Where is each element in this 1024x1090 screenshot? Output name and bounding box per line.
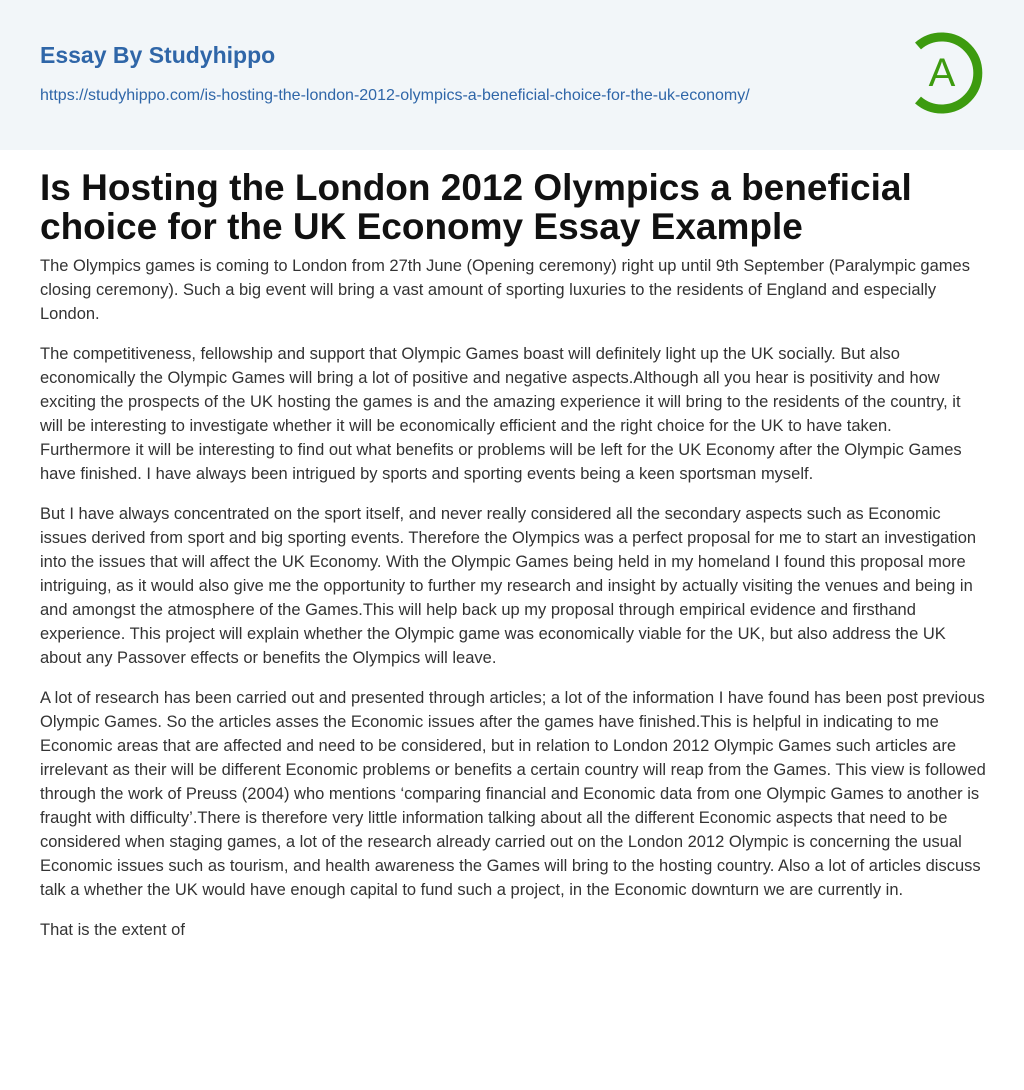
paragraph: That is the extent of (40, 921, 185, 939)
paragraph: The Olympics games is coming to London from 27th June (Opening ceremony) right up until 9th September (Paralympic games closing ceremony). Such a big event will bring a vast amount of sporting luxuries to the residents of England and especially London. (40, 257, 970, 323)
essay-body (40, 254, 986, 978)
paragraph: The competitiveness, fellowship and support that Olympic Games boast will definitely light up the UK socially. But also economically the Olympic Games will bring a lot of positive and negative aspects.Although all you hear is positivity and how exciting the prospects of the UK hosting the games is and the amazing experience it will bring to the residents of the country, it will be interesting to investigate whether it will be economically efficient and the right choice for the UK to have taken. Furthermore it will be interesting to find out what benefits or problems will be left for the UK Economy after the Olympic Games have finished. I have always been intrigued by sports and sporting events being a keen sportsman myself. (40, 345, 962, 483)
paragraph: A lot of research has been carried out and presented through articles; a lot of the information I have found has been post previous Olympic Games. So the articles asses the Economic issues after the games have finished.This is helpful in indicating to me Economic areas that are affected and need to be considered, but in relation to London 2012 Olympic Games such articles are irrelevant as their will be different Economic problems or benefits a certain country will reap from the Games. This view is followed through the work of Preuss (2004) who mentions ‘comparing financial and Economic data from one Olympic Games to another is fraught with difficulty’.There is therefore very little information talking about all the different Economic aspects that need to be considered when staging games, a lot of the research already carried out on the London 2012 Olympic is concerning the usual Economic issues such as tourism, and health awareness the Games will bring to the hosting country. Also a lot of articles discuss talk a whether the UK would have enough capital to fund such a project, in the Economic downturn we are currently in. (40, 689, 986, 899)
brand-title: Essay By Studyhippo (40, 42, 276, 68)
paragraph: But I have always concentrated on the sport itself, and never really considered all the secondary aspects such as Economic issues derived from sport and big sporting events. Therefore the Olympics was a perfect proposal for me to start an investigation into the issues that will affect the UK Economy. With the Olympic Games being held in my homeland I found this proposal more intriguing, as it would also give me the opportunity to further my research and insight by actually visiting the venues and being in and amongst the atmosphere of the Games.This will help back up my proposal through empirical evidence and firsthand experience. This project will explain whether the Olympic game was economically viable for the UK, but also address the UK about any Passover effects or benefits the Olympics will leave. (40, 505, 977, 667)
site-header (0, 0, 1024, 150)
essay-url-link[interactable]: https://studyhippo.com/is-hosting-the-london-2012-olympics-a-beneficial-choice-for-the-uk-economy/ (40, 87, 750, 104)
studyhippo-logo-icon[interactable] (900, 30, 986, 116)
logo-letter: A (928, 51, 956, 95)
essay-title: Is Hosting the London 2012 Olympics a beneficial choice for the UK Economy Essay Example (40, 167, 912, 247)
